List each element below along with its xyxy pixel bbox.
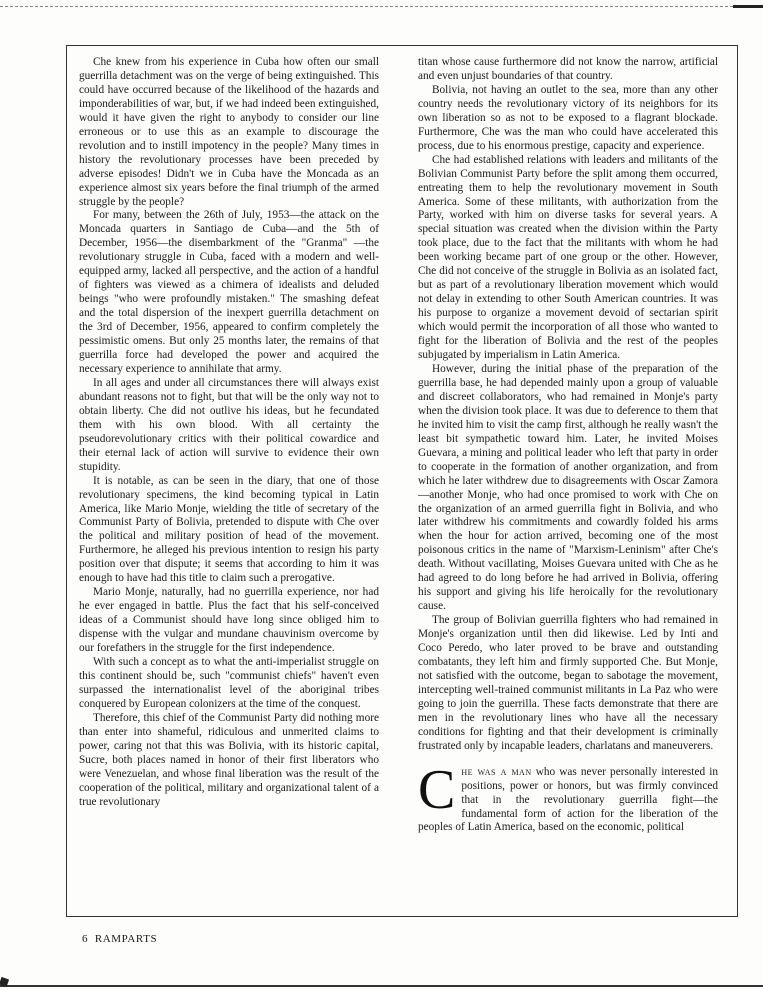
top-rule (0, 6, 763, 8)
paragraph: In all ages and under all circumstances there will always exist abundant reasons not to fight, but that will be the only way not to obtain liberty. Che did not outlive his ideas, but he fecundated them with his own blood. With all certainty the pseudorevolutionary critics with their political cowardice and their eternal lack of action will survive to evidence their own stupidity. (79, 376, 379, 473)
paragraph: The group of Bolivian guerrilla fighters who had remained in Monje's organization until then did likewise. Led by Inti and Coco Peredo, who later proved to be brave and outstanding combatants, they left him and firmly supported Che. But Monje, not satisfied with the outcome, began to sabotage the movement, intercepting well-trained communist militants in La Paz who were going to join the guerrilla. These facts demonstrate that there are men in the revolutionary lines who have all the necessary conditions for fighting and that their development is criminally frustrated only by incapable leaders, charlatans and maneuverers. (418, 614, 718, 752)
page-number: 6 (82, 933, 89, 945)
right-column (418, 56, 718, 835)
paragraph: Che had established relations with leaders and militants of the Bolivian Communist Party before the split among them occurred, entreating them to help the revolutionary movement in South America. Some of these militants, with authorization from the Party, worked with him on diverse tasks for several years. A special situation was created when the division within the Party took place, due to the fact that the militants with whom he had been working became part of one group or the other. However, Che did not conceive of the struggle in Bolivia as an isolated fact, but as part of a revolutionary liberation movement which would not delay in extending to other South American countries. It was his purpose to organize a movement devoid of sectarian spirit which would permit the incorporation of all those who wanted to fight for the liberation of Bolivia and the rest of the peoples subjugated by imperialism in Latin America. (418, 153, 718, 362)
closing-paragraph (418, 758, 718, 836)
paragraph: Che knew from his experience in Cuba how often our small guerrilla detachment was on the verge of being extinguished. This could have occurred because of the likelihood of the hazards and imponderabilities of war, but, if we had indeed been extinguished, would it have given the right to anybody to consider our line erroneous or to use this as an example to discourage the revolution and to instill impotency in the people? Many times in history the revolutionary processes have been preceded by adverse episodes! Didn't we in Cuba have the Moncada as an experience almost six years before the final triumph of the armed struggle by the people? (79, 56, 379, 208)
publication-name: RAMPARTS (94, 933, 158, 945)
top-corner-mark (733, 5, 763, 8)
paragraph: However, during the initial phase of the preparation of the guerrilla base, he had depended mainly upon a group of valuable and discreet collaborators, who had remained in Monje's party when the division took place. It was due to deference to them that he invited him to visit the camp first, although he really wasn't the least bit sympathetic toward him. Later, he invited Moises Guevara, a mining and political leader who left that party in order to cooperate in the formation of another organization, and from which he later withdrew due to disagreements with Oscar Zamora—another Monje, who had once promised to work with Che on the organization of an armed guerrilla fight in Bolivia, and who later withdrew his commitments and cowardly folded his arms when the hour for action arrived, becoming one of the most poisonous critics in the name of "Marxism-Leninism" after Che's death. Without vacillating, Moises Guevara united with Che as he had agreed to do long before he had arrived in Bolivia, offering his support and giving his life heroically for the revolutionary cause. (418, 362, 718, 613)
left-column (79, 56, 379, 809)
page-footer (82, 933, 157, 945)
paragraph: It is notable, as can be seen in the diary, that one of those revolutionary specimens, the kind becoming typical in Latin America, like Mario Monje, wielding the title of secretary of the Communist Party of Bolivia, pretended to dispute with Che over the political and military position of head of the movement. Furthermore, he alleged his previous intention to resign his party position over that dispute; it seems that according to him it was enough to have had this title to claim such a prerogative. (79, 474, 379, 585)
paragraph: Therefore, this chief of the Communist Party did nothing more than enter into shameful, ridiculous and unmerited claims to power, caring not that this was Bolivia, with its historic capital, Sucre, both places named in honor of their first liberators who were Venezuelan, and whose final liberation was the result of the cooperation of the political, military and organizational talent of a true revolutionary (79, 711, 379, 808)
paragraph: With such a concept as to what the anti-imperialist struggle on this continent should be, such "communist chiefs" haven't even surpassed the internationalist level of the aboriginal tribes conquered by European colonizers at the time of the conquest. (79, 655, 379, 710)
drop-cap: C (418, 758, 456, 821)
lead-in: he was a man (461, 765, 532, 778)
paragraph: Mario Monje, naturally, had no guerrilla experience, nor had he ever engaged in battle. Plus the fact that his self-conceived ideas of a Communist should have long since obliged him to dispense with the vulgar and mundane chauvinism overcome by our forefathers in the struggle for the first independence. (79, 586, 379, 655)
paragraph: For many, between the 26th of July, 1953—the attack on the Moncada quarters in Santiago de Cuba—and the 5th of December, 1956—the disembarkment of the "Granma" —the revolutionary struggle in Cuba, faced with a modern and well-equipped army, lacked all perspective, and the action of a handful of fighters was viewed as a chimera of idealists and deluded beings "who were profoundly mistaken." The smashing defeat and the total dispersion of the inexpert guerrilla detachment on the 3rd of December, 1956, appeared to confirm completely the pessimistic omens. But only 25 months later, the remains of that guerrilla force had developed the power and acquired the necessary experience to annihilate that army. (79, 209, 379, 375)
paragraph: Bolivia, not having an outlet to the sea, more than any other country needs the revolutionary victory of its neighbors for its own liberation so as not to be exposed to a flagrant blockade. Furthermore, Che was the man who could have accelerated this process, due to his enormous prestige, capacity and experience. (418, 83, 718, 152)
closing-section (418, 758, 718, 836)
paragraph: titan whose cause furthermore did not know the narrow, artificial and even unjust boundaries of that country. (418, 56, 718, 82)
bottom-rule (0, 985, 763, 987)
closing-text: who was never personally interested in positions, power or honors, but was firmly convinced that in the revolutionary guerrilla fight—the fundamental form of action for the liberation of the peoples of Latin America, based on the economic, political (418, 765, 718, 834)
